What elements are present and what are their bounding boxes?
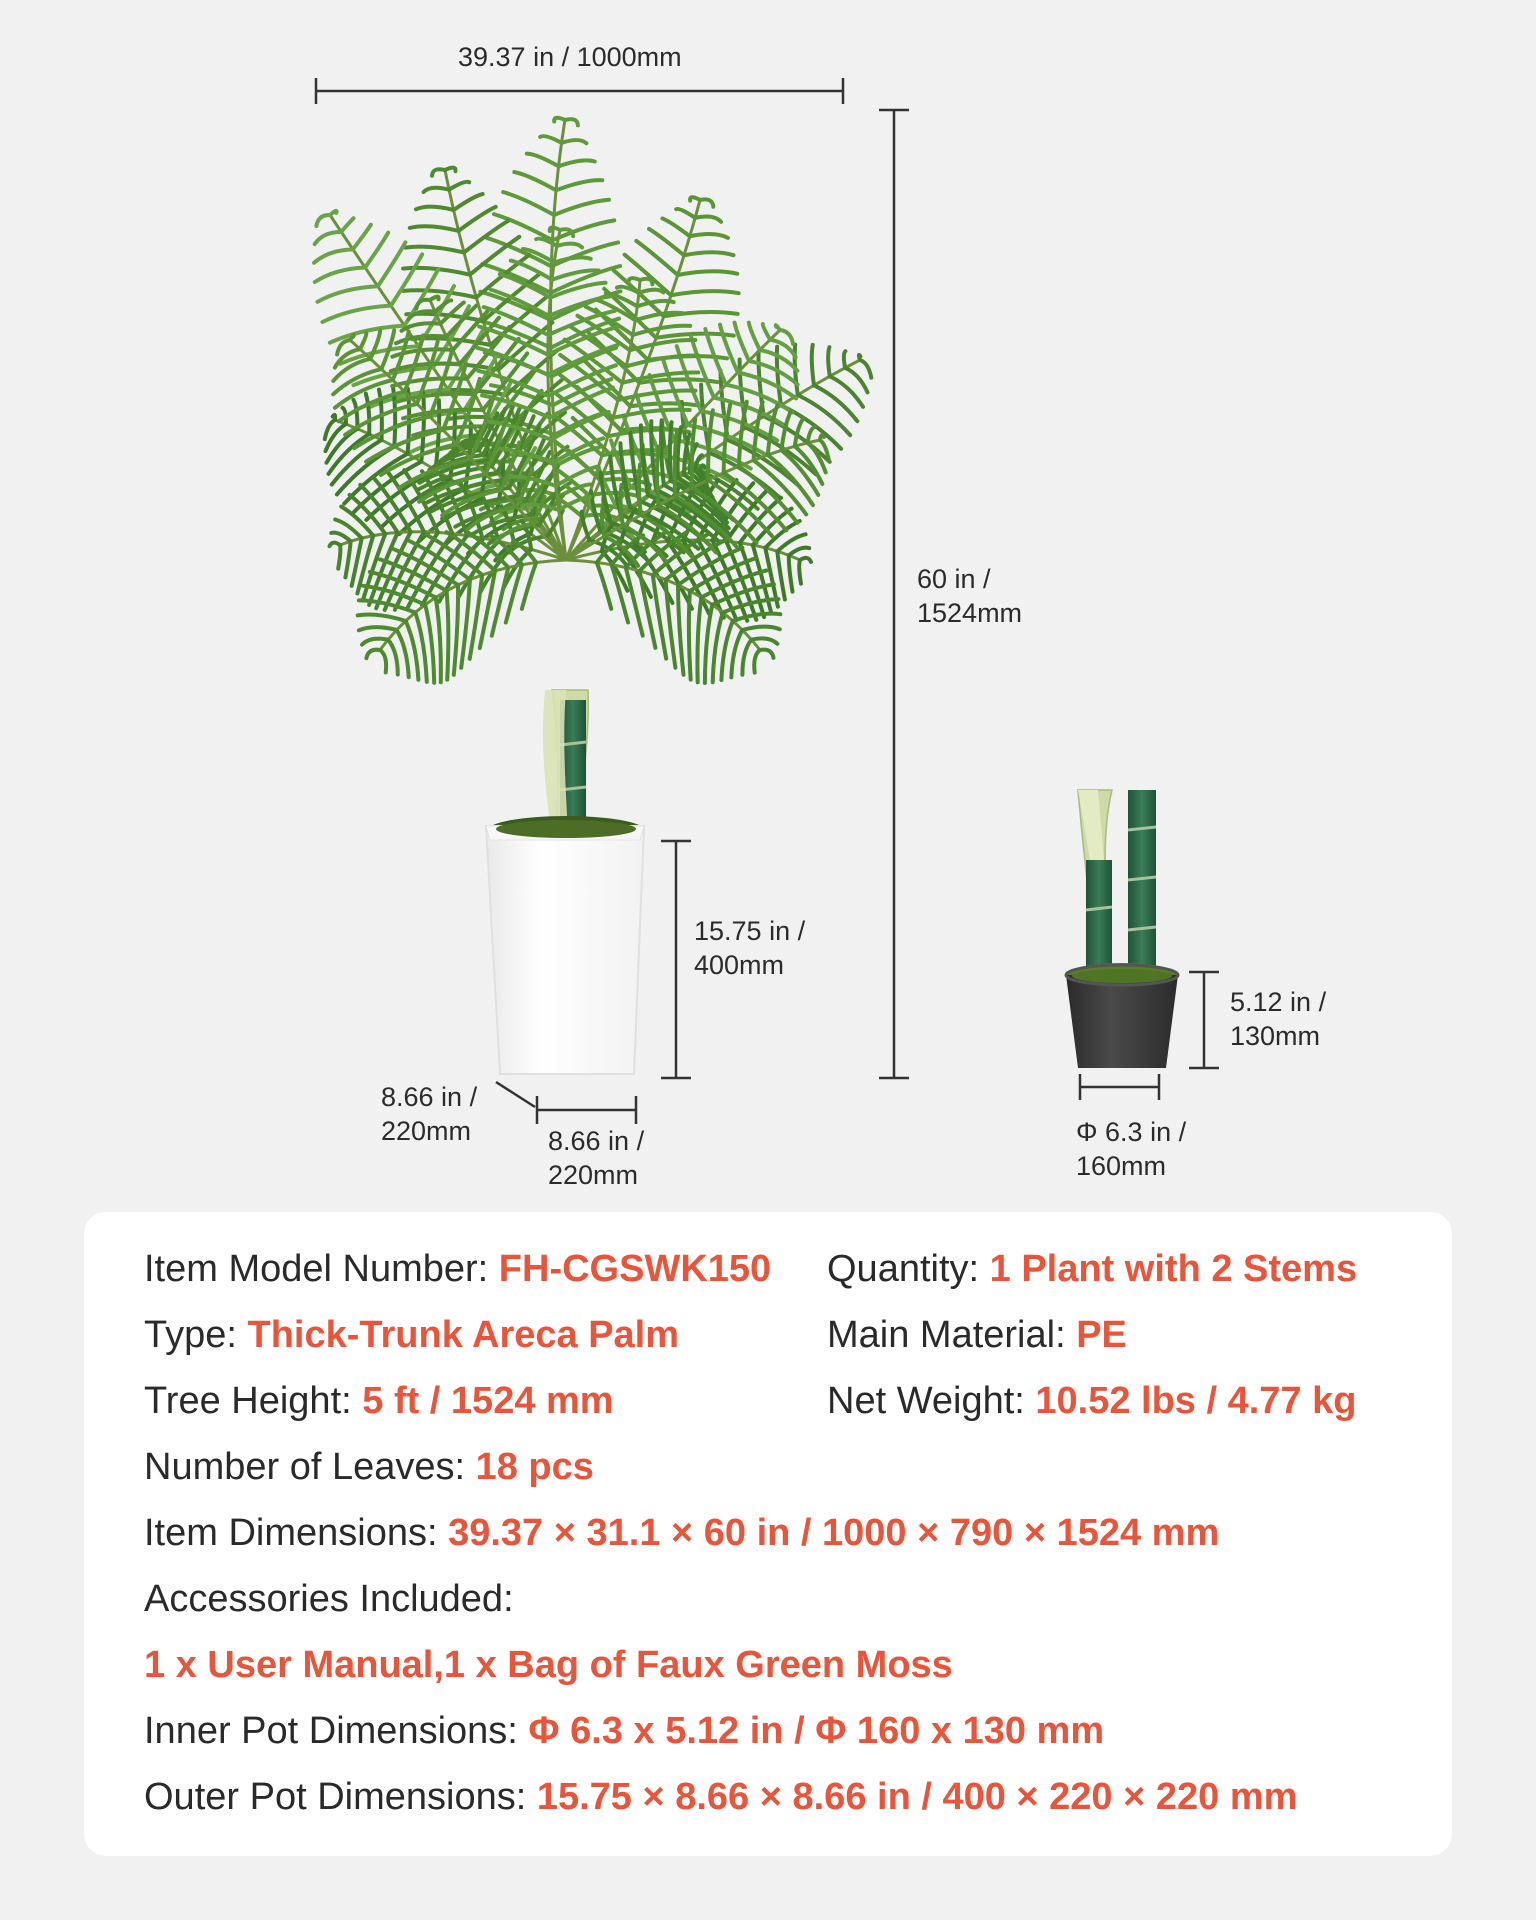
outer-pot-width-label [548,1124,644,1192]
outer-pot-width-line [537,1096,636,1124]
inner-pot-diameter-line [1080,1074,1159,1100]
spec-weight [827,1378,1356,1424]
spec-material-value: PE [1076,1314,1127,1356]
height-label-line2: 1524mm [917,598,1023,628]
spec-leaves-label: Number of Leaves: [144,1446,476,1488]
inner-black-pot [1066,790,1178,1068]
outer-pot-height-label [694,914,805,982]
inner-pot-height-line2: 130mm [1230,1021,1321,1051]
spec-quantity-label: Quantity: [827,1248,990,1290]
spec-accessories-value: 1 x User Manual,1 x Bag of Faux Green Moss [144,1644,953,1686]
spec-material [827,1312,1127,1358]
outer-pot-depth-label [381,1080,477,1148]
width-label-text: 39.37 in / 1000mm [458,42,682,72]
spec-outer-pot-value: 15.75 × 8.66 × 8.66 in / 400 × 220 × 220 mm [536,1776,1298,1818]
spec-item-dimensions-value: 39.37 × 31.1 × 60 in / 1000 × 790 × 1524 mm [448,1512,1220,1554]
inner-pot-height-line [1189,972,1219,1068]
spec-height-value: 5 ft / 1524 mm [362,1380,614,1422]
specification-card [84,1212,1452,1856]
spec-inner-pot-value: Φ 6.3 x 5.12 in / Φ 160 x 130 mm [528,1710,1105,1752]
width-label [458,40,682,74]
inner-pot-diameter-line2: 160mm [1076,1151,1167,1181]
palm-fronds [314,118,871,683]
outer-pot-depth-line2: 220mm [381,1116,472,1146]
outer-pot-width-line2: 220mm [548,1160,639,1190]
outer-pot-depth-line [496,1082,535,1107]
spec-quantity [827,1246,1357,1292]
spec-type-label: Type: [144,1314,248,1356]
spec-weight-label: Net Weight: [827,1380,1036,1422]
spec-inner-pot-label: Inner Pot Dimensions: [144,1710,529,1752]
outer-white-pot [486,816,644,1074]
spec-weight-value: 10.52 lbs / 4.77 kg [1035,1380,1357,1422]
spec-leaves [144,1444,594,1490]
spec-accessories-list [144,1642,953,1688]
outer-pot-depth-line1: 8.66 in / [381,1082,478,1112]
spec-item-dimensions [144,1510,1219,1556]
spec-item-dimensions-label: Item Dimensions: [144,1512,449,1554]
outer-pot-height-line [661,841,691,1078]
spec-quantity-value: 1 Plant with 2 Stems [989,1248,1358,1290]
outer-pot-height-line2: 400mm [694,950,785,980]
inner-pot-diameter-label [1076,1115,1186,1183]
spec-accessories [144,1576,514,1622]
spec-type-value: Thick-Trunk Areca Palm [247,1314,680,1356]
palm-frond [566,532,780,683]
spec-accessories-label: Accessories Included: [144,1578,514,1620]
spec-outer-pot-label: Outer Pot Dimensions: [144,1776,537,1818]
inner-pot-diameter-line1: Φ 6.3 in / [1076,1117,1187,1147]
inner-pot-height-label [1230,985,1326,1053]
width-dimension-line [316,78,843,104]
height-label [917,562,1022,630]
spec-leaves-value: 18 pcs [475,1446,594,1488]
height-dimension-line [879,110,909,1078]
outer-pot-height-line1: 15.75 in / [694,916,806,946]
spec-type [144,1312,679,1358]
spec-outer-pot [144,1774,1297,1820]
spec-inner-pot [144,1708,1104,1754]
spec-height [144,1378,614,1424]
spec-material-label: Main Material: [827,1314,1077,1356]
spec-height-label: Tree Height: [144,1380,363,1422]
outer-pot-width-line1: 8.66 in / [548,1126,645,1156]
spec-model [144,1246,771,1292]
spec-model-label: Item Model Number: [144,1248,499,1290]
height-label-line1: 60 in / [917,564,991,594]
spec-model-value: FH-CGSWK150 [498,1248,772,1290]
inner-pot-height-line1: 5.12 in / [1230,987,1327,1017]
